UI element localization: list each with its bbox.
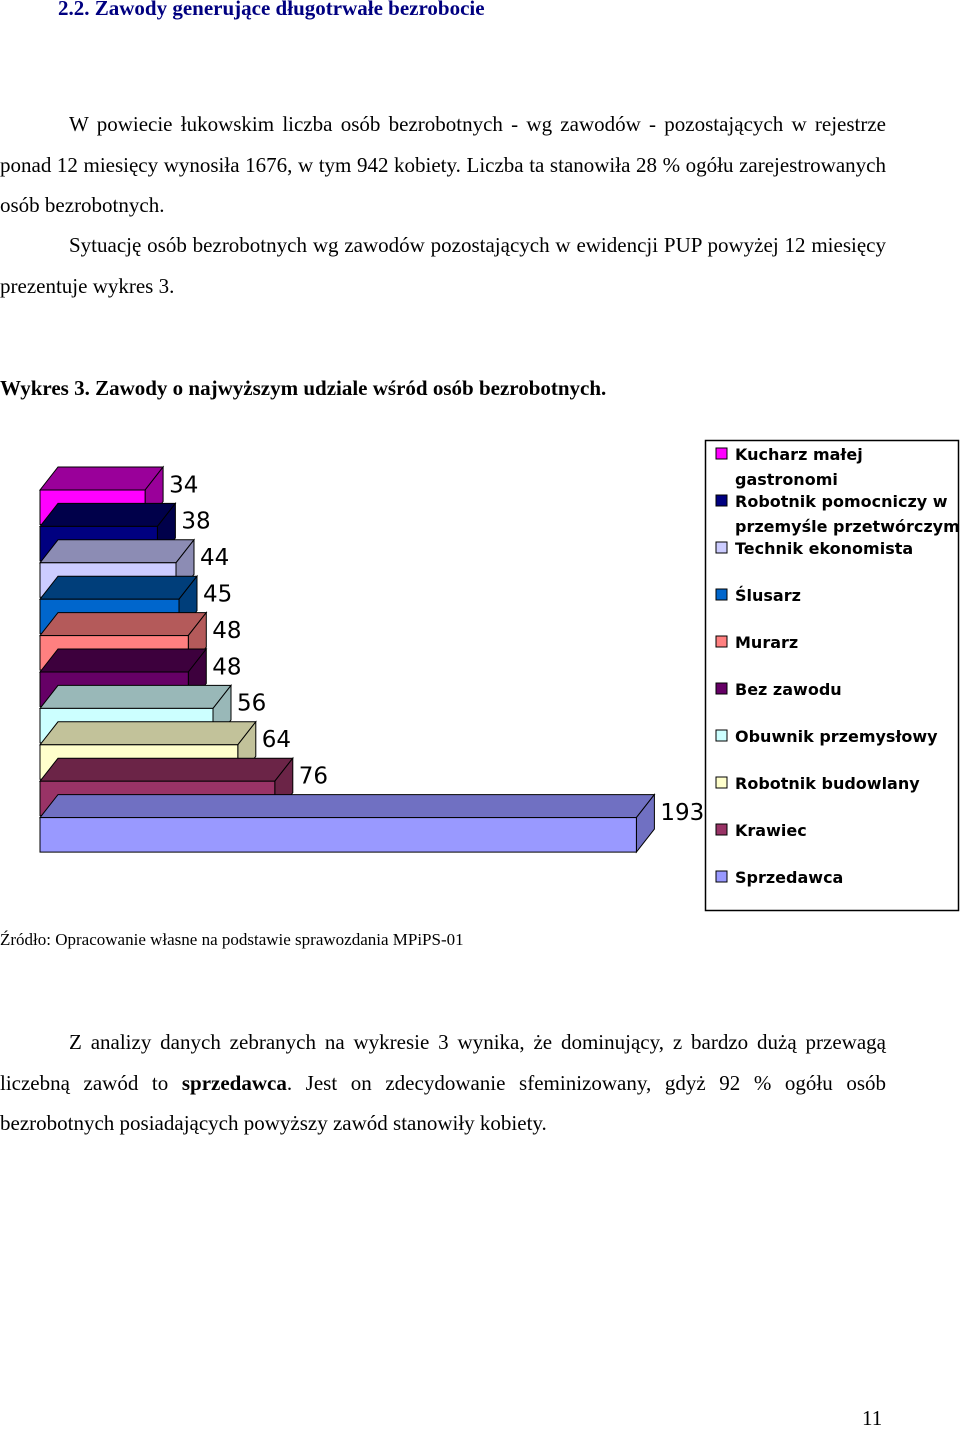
occupations-bar-chart xyxy=(0,430,960,915)
bar-value-label-murarz: 48 xyxy=(212,617,242,644)
bar-top-obuwnik-przemyslowy xyxy=(40,685,231,708)
legend-swatch-obuwnik-przemyslowy xyxy=(716,730,727,741)
legend-box xyxy=(706,441,959,911)
bar-value-label-slusarz: 45 xyxy=(203,581,233,608)
legend-label-bez-zawodu: Bez zawodu xyxy=(735,680,842,699)
bar-value-label-technik-ekonomista: 44 xyxy=(200,545,230,572)
chart-reference-paragraph: Sytuację osób bezrobotnych wg zawodów pozostających w ewidencji PUP powyżej 12 miesięcy prezentuje wykres 3. xyxy=(0,233,886,298)
chart-legend xyxy=(706,441,960,911)
bar-top-sprzedawca xyxy=(40,795,654,818)
analysis-text-end: . Jest on zdecydowanie sfeminizowany, gdyż 92 % ogółu osób bezrobotnych posiadających powyższy zawód stanowiły kobiety. xyxy=(0,1070,886,1135)
bar-top-slusarz xyxy=(40,576,197,599)
legend-label-murarz: Murarz xyxy=(735,633,799,652)
bar-value-label-kucharz-malej-gastronomi: 34 xyxy=(169,472,199,499)
chart-caption: Wykres 3. Zawody o najwyższym udziale wśród osób bezrobotnych. xyxy=(0,376,607,400)
bar-value-label-sprzedawca: 193 xyxy=(660,799,705,826)
bar-value-label-bez-zawodu: 48 xyxy=(212,654,242,681)
legend-label-kucharz-malej-gastronomi: Kucharz małej xyxy=(735,445,863,464)
bar-top-kucharz-malej-gastronomi xyxy=(40,467,163,490)
legend-swatch-krawiec xyxy=(716,824,727,835)
legend-swatch-robotnik-budowlany xyxy=(716,777,727,788)
legend-label-slusarz: Ślusarz xyxy=(735,586,801,605)
bar-group xyxy=(40,467,704,852)
intro-paragraph: W powiecie łukowskim liczba osób bezrobotnych - wg zawodów - pozostających w rejestrze ponad 12 miesięcy wynosiła 1676, w tym 942 kobiety. Liczba ta stanowiła 28 % ogółu zarejestrowanych osób bezrobotnych. xyxy=(0,112,886,217)
bar-top-murarz xyxy=(40,613,206,636)
bar-value-label-robotnik-pomocniczy-w-przemysle-przetworczym: 38 xyxy=(181,508,211,535)
legend-swatch-slusarz xyxy=(716,589,727,600)
legend-label-cont-robotnik-pomocniczy-w-przemysle-przetworczym: przemyśle przetwórczym xyxy=(735,517,960,536)
legend-swatch-robotnik-pomocniczy-w-przemysle-przetworczym xyxy=(716,495,727,506)
bar-top-robotnik-pomocniczy-w-przemysle-przetworczym xyxy=(40,503,175,526)
source-note: Źródło: Opracowanie własne na podstawie sprawozdania MPiPS-01 xyxy=(0,930,464,949)
bar-value-label-obuwnik-przemyslowy: 56 xyxy=(237,690,267,717)
legend-swatch-sprzedawca xyxy=(716,871,727,882)
analysis-text-start: Z analizy danych zebranych na wykresie 3 wynika, że dominujący, z bardzo dużą przewagą liczebną zawód to xyxy=(0,1030,886,1095)
legend-label-robotnik-budowlany: Robotnik budowlany xyxy=(735,774,920,793)
page-number: 11 xyxy=(862,1406,883,1430)
bar-top-krawiec xyxy=(40,758,293,781)
bar-top-robotnik-budowlany xyxy=(40,722,256,745)
legend-label-sprzedawca: Sprzedawca xyxy=(735,868,844,887)
bar-value-label-robotnik-budowlany: 64 xyxy=(261,727,292,753)
analysis-highlight: sprzedawca xyxy=(181,1070,287,1095)
legend-label-cont-kucharz-malej-gastronomi: gastronomi xyxy=(735,470,838,489)
section-heading: 2.2. Zawody generujące długotrwałe bezrobocie xyxy=(58,0,485,20)
bar-top-technik-ekonomista xyxy=(40,540,194,563)
legend-swatch-murarz xyxy=(716,636,727,647)
bar-value-label-krawiec: 76 xyxy=(298,763,329,790)
bar-sprzedawca xyxy=(40,818,636,853)
legend-swatch-kucharz-malej-gastronomi xyxy=(716,448,727,459)
bar-top-bez-zawodu xyxy=(40,649,206,672)
legend-label-obuwnik-przemyslowy: Obuwnik przemysłowy xyxy=(735,727,938,746)
legend-label-robotnik-pomocniczy-w-przemysle-przetworczym: Robotnik pomocniczy w xyxy=(735,492,948,511)
analysis-paragraph xyxy=(0,1022,886,1144)
legend-label-technik-ekonomista: Technik ekonomista xyxy=(735,539,914,558)
legend-label-krawiec: Krawiec xyxy=(735,821,807,840)
legend-swatch-technik-ekonomista xyxy=(716,542,727,553)
legend-swatch-bez-zawodu xyxy=(716,683,727,694)
